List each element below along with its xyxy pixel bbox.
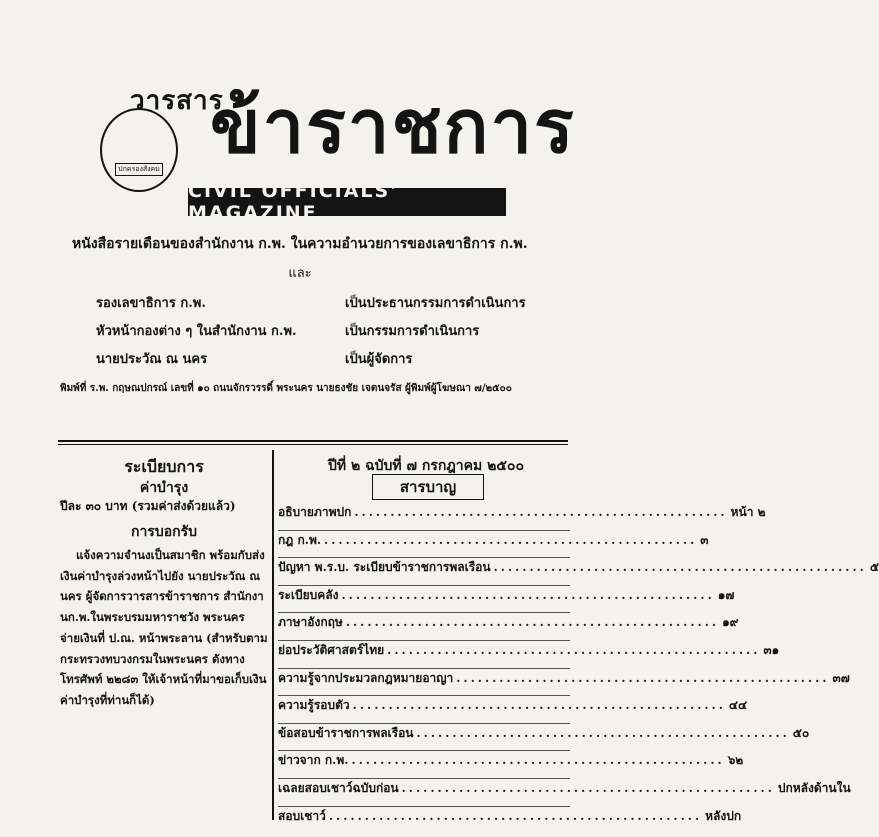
toc-item-label: เฉลยสอบเชาว์ฉบับก่อน [278, 780, 399, 795]
toc-leader: .................................................... [328, 808, 703, 823]
magazine-title: ข้าราชการ [210, 84, 576, 170]
toc-leader: .................................................... [324, 532, 698, 547]
toc-leader: .................................................... [456, 670, 830, 685]
toc-leader: .................................................... [341, 587, 715, 602]
staff-position: เป็นผู้จัดการ [345, 352, 413, 367]
toc-title: สารบาญ [372, 474, 484, 500]
toc-leader: .................................................... [416, 725, 790, 740]
toc-item [278, 531, 709, 559]
divider [58, 440, 568, 442]
staff-role: หัวหน้ากองต่าง ๆ ในสำนักงาน ก.พ. [96, 324, 297, 339]
toc-item-label: กฎ ก.พ. [278, 532, 322, 547]
subscription-heading: การบอกรับ [130, 524, 198, 540]
toc-item-label: ปัญหา พ.ร.บ. ระเบียบข้าราชการพลเรือน [278, 560, 491, 575]
toc-item-page: ปกหลังด้านใน [777, 780, 851, 795]
toc-item [278, 696, 748, 724]
staff-role: นายประวัณ ณ นคร [96, 352, 208, 367]
toc-item [278, 503, 766, 531]
subscription-text: แจ้งความจำนงเป็นสมาชิก พร้อมกับส่งเงินค่าบำรุงล่วงหน้าไปยัง นายประวัณ ณ นคร ผู้จัดการวารสารข้าราชการ สำนักงานก.พ.ในพระบรมมหาราชวัง พระนคร จ่ายเงินที่ ป.ณ. หน้าพระลาน (สำหรับตามกระทรวงทบวงกรมในพระนคร ดังทางโทรศัพท์ ๒๒๘๓ ให้เจ้าหน้าที่มาขอเก็บเงินค่าบำรุงที่ท่านก็ได้) [60, 548, 268, 707]
toc-item [278, 807, 742, 834]
toc-leader: .................................................... [493, 560, 867, 575]
tagline: หนังสือรายเดือนของสำนักงาน ก.พ. ในความอำนวยการของเลขาธิการ ก.พ. [72, 236, 528, 252]
toc-item-label: ระเบียบคลัง [278, 587, 339, 602]
toc-leader: .................................................... [401, 780, 775, 795]
fee-heading: ค่าบำรุง [139, 480, 189, 496]
toc-item-label: ความรู้รอบตัว [278, 698, 350, 713]
toc-item-page: ๖๒ [727, 753, 744, 768]
toc-item [278, 586, 735, 614]
column-divider [272, 450, 274, 820]
toc-item-page: ๑๙ [722, 615, 739, 630]
toc-item [278, 751, 744, 779]
toc-item-page: ๑๗ [717, 587, 735, 602]
seal-emblem [100, 108, 178, 192]
toc-item-page: หลังปก [705, 808, 742, 823]
toc-item [278, 724, 810, 752]
issue-line: ปีที่ ๒ ฉบับที่ ๗ กรกฎาคม ๒๕๐๐ [327, 458, 525, 474]
english-title-banner [188, 180, 506, 224]
toc-item-label: ภาษาอังกฤษ [278, 615, 343, 630]
toc-item-label: ย่อประวัติศาสตร์ไทย [278, 642, 385, 657]
and-text: และ [288, 266, 312, 281]
toc-item [278, 779, 851, 807]
english-title: CIVIL OFFICIALS' MAGAZINE [188, 180, 399, 224]
toc-item-page: ๓ [700, 532, 709, 547]
staff-role: รองเลขาธิการ ก.พ. [96, 296, 206, 311]
toc-item-page: หน้า ๒ [730, 505, 766, 519]
magazine-subtitle: วารสาร [130, 86, 224, 116]
toc-item-page: ๔๔ [728, 698, 748, 713]
seal-text: ปกครองสังคม [115, 163, 163, 176]
toc-item-label: อธิบายภาพปก [278, 505, 352, 519]
toc-item-page: ๓๑ [763, 642, 780, 657]
fee-text: ปีละ ๓๐ บาท (รวมค่าส่งด้วยแล้ว) [60, 499, 236, 513]
staff-position: เป็นประธานกรรมการดำเนินการ [345, 296, 526, 311]
toc-item-label: ข้อสอบข้าราชการพลเรือน [278, 725, 414, 740]
toc-item-page: ๓๗ [832, 670, 850, 685]
toc-leader: .................................................... [352, 698, 726, 713]
toc-item-label: สอบเชาว์ [278, 808, 326, 823]
toc-leader: .................................................... [345, 615, 720, 630]
toc-item-page: ๕๐ [792, 725, 810, 740]
table-of-contents [278, 503, 879, 833]
staff-position: เป็นกรรมการดำเนินการ [345, 324, 480, 339]
toc-item-label: ความรู้จากประมวลกฎหมายอาญา [278, 670, 454, 685]
toc-leader: .................................................... [351, 753, 725, 768]
toc-item [278, 558, 879, 586]
toc-leader: .................................................... [387, 642, 761, 657]
toc-leader: .................................................... [354, 505, 728, 519]
toc-item [278, 669, 850, 697]
toc-item-page: ๕ [869, 560, 879, 575]
toc-item [278, 641, 780, 669]
toc-item [278, 613, 739, 641]
divider [58, 444, 568, 445]
toc-item-label: ข่าวจาก ก.พ. [278, 753, 349, 768]
printer-line: พิมพ์ที่ ร.พ. กฤษณปกรณ์ เลขที่ ๑๐ ถนนจักรวรรดิ์ พระนคร นายธงชัย เจตนจรัส ผู้พิมพ์ผู้โฆษณา ๗/๒๕๐๐ [60, 383, 512, 394]
regulations-heading: ระเบียบการ [124, 457, 204, 476]
